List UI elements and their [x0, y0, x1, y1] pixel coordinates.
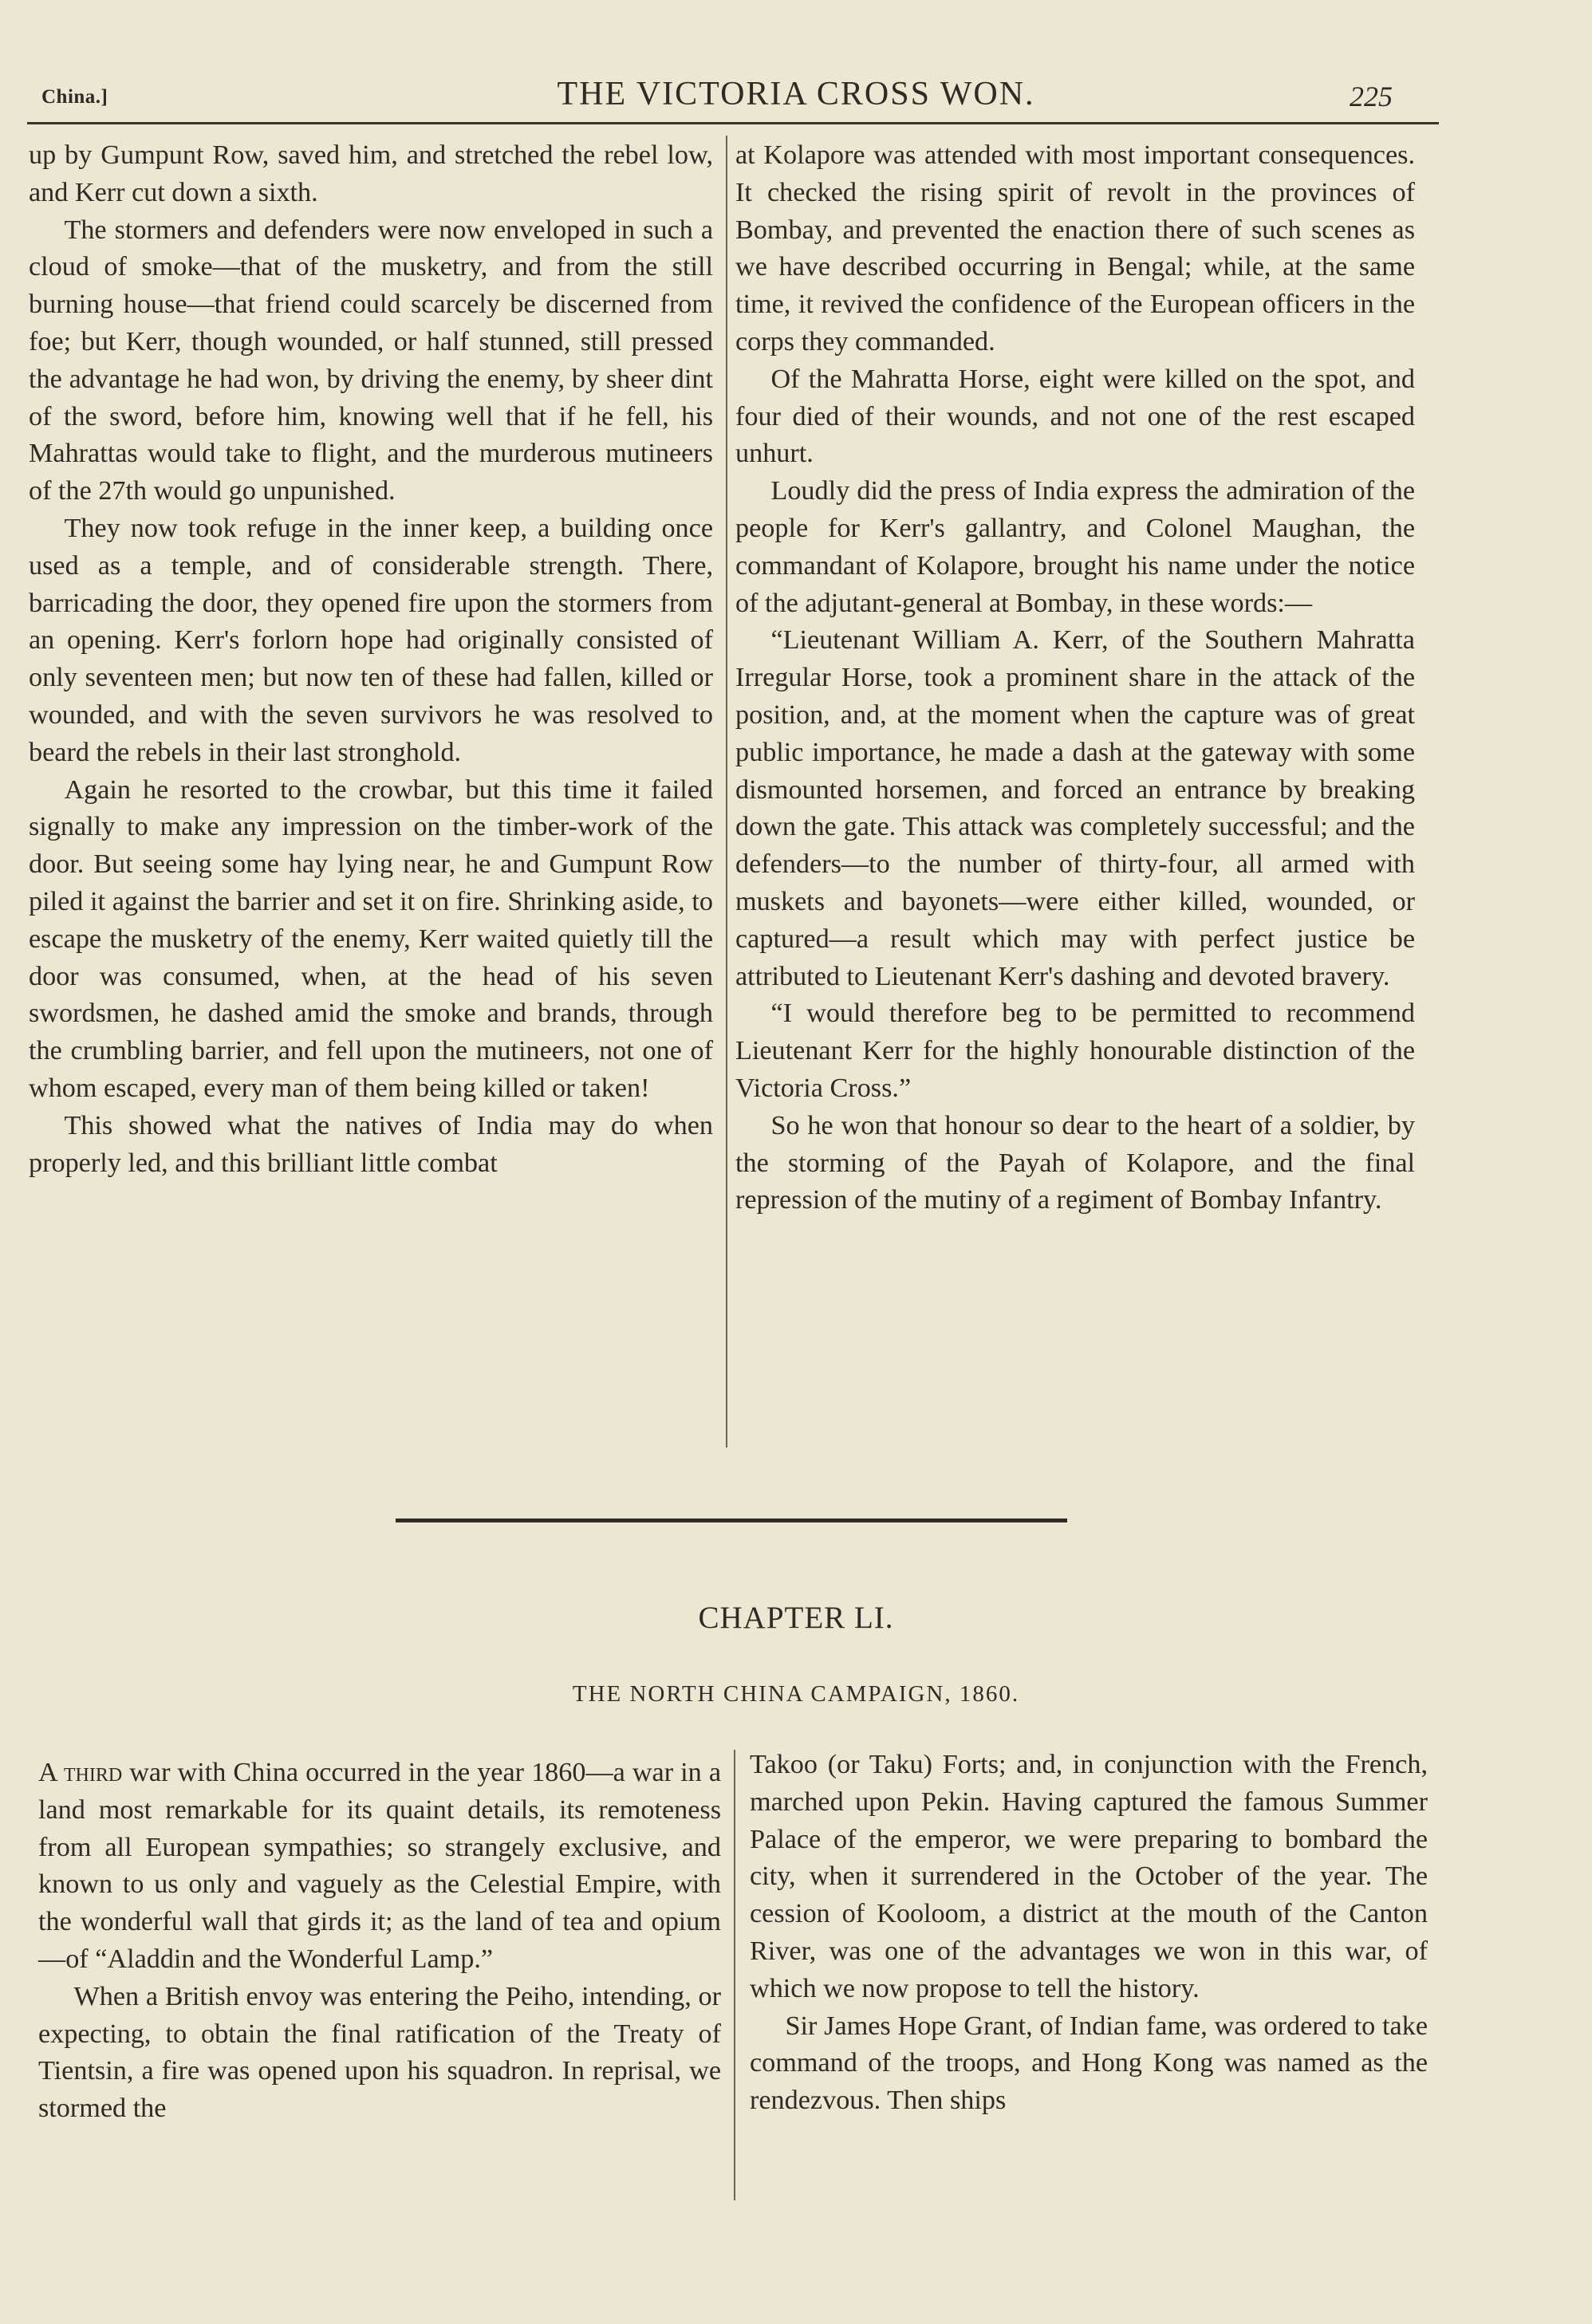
running-head-section: China.] — [41, 86, 108, 108]
paragraph: up by Gumpunt Row, saved him, and stretched the rebel low, and Kerr cut down a sixth. — [29, 140, 713, 207]
right-column — [735, 137, 1415, 1219]
header-rule — [27, 122, 1439, 124]
chapter-title: CHAPTER LI. — [698, 1601, 894, 1635]
paragraph: Loudly did the press of India express the admiration of the people for Kerr's gallantry, and Colonel Maughan, the commandant of Kolapore, brought his name under the notice of the adjutant-general at Bombay, in these words:— — [735, 476, 1415, 618]
paragraph: at Kolapore was attended with most important consequences. It checked the rising spirit of revolt in the provinces of Bombay, and prevented the enaction there of such scenes as we have described occurring in Bengal; while, at the same time, it revived the confidence of the European officers in the corps they commanded. — [735, 140, 1415, 356]
paragraph: This showed what the natives of India may do when properly led, and this brilliant little combat — [29, 1110, 713, 1178]
opening-paragraph — [38, 1755, 721, 1979]
paragraph: Of the Mahratta Horse, eight were killed on the spot, and four died of their wounds, and not one of the rest escaped unhurt. — [735, 364, 1415, 469]
running-head-title: THE VICTORIA CROSS WON. — [557, 76, 1035, 112]
column-divider — [734, 1750, 735, 2200]
chapter-right-column — [750, 1747, 1428, 2120]
chapter-left-column — [38, 1755, 721, 2128]
left-column — [29, 137, 713, 1182]
paragraph: “Lieutenant William A. Kerr, of the Southern Mahratta Irregular Horse, took a prominent share in the attack of the position, and, at the moment when the capture was of great public importance, he made a dash at the gateway with some dismounted horsemen, and forced an entrance by breaking down the gate. This attack was completely successful; and the defenders—to the number of thirty-four, all armed with muskets and bayonets—were either killed, wounded, or captured—a result which may with perfect justice be attributed to Lieutenant Kerr's dashing and devoted bravery. — [735, 625, 1415, 991]
paragraph: Takoo (or Taku) Forts; and, in conjunction with the French, marched upon Pekin. Having captured the famous Summer Palace of the emperor, we were preparing to bombard the city, when it surrendered in the October of the year. The cession of Kooloom, a district at the mouth of the Canton River, was one of the advantages we won in this war, of which we now propose to tell the history. — [750, 1750, 1428, 2003]
paragraph: When a British envoy was entering the Peiho, intending, or expecting, to obtain the final ratification of the Treaty of Tientsin, a fire was opened upon his squadron. In reprisal, we stormed the — [38, 1981, 721, 2124]
section-rule — [396, 1518, 1067, 1522]
paragraph: Sir James Hope Grant, of Indian fame, was ordered to take command of the troops, and Hong Kong was named as the rendezvous. Then ships — [750, 2011, 1428, 2116]
chapter-subtitle: THE NORTH CHINA CAMPAIGN, 1860. — [572, 1681, 1020, 1707]
paragraph: So he won that honour so dear to the heart of a soldier, by the storming of the Payah of Kolapore, and the final repression of the mutiny of a regiment of Bombay Infantry. — [735, 1110, 1415, 1215]
column-divider — [726, 136, 727, 1448]
lead-in-caps: A third — [38, 1758, 123, 1787]
lead-in-text: war with China occurred in the year 1860—a war in a land most remarkable for its quaint details, its remoteness from all European sympathies; so strangely exclusive, and known to us only and vaguely as the Celestial Empire, with the wonderful wall that girds it; as the land of tea and opium—of “Aladdin and the Wonderful Lamp.” — [38, 1758, 721, 1974]
page-number: 225 — [1350, 81, 1393, 112]
paragraph: Again he resorted to the crowbar, but this time it failed signally to make any impression on the timber-work of the door. But seeing some hay lying near, he and Gumpunt Row piled it against the barrier and set it on fire. Shrinking aside, to escape the musketry of the enemy, Kerr waited quietly till the door was consumed, when, at the head of his seven swordsmen, he dashed amid the smoke and brands, through the crumbling barrier, and fell upon the mutineers, not one of whom escaped, every man of them being killed or taken! — [29, 774, 713, 1103]
paragraph: They now took refuge in the inner keep, a building once used as a temple, and of considerable strength. There, barricading the door, they opened fire upon the stormers from an opening. Kerr's forlorn hope had originally consisted of only seventeen men; but now ten of these had fallen, killed or wounded, and with the seven survivors he was resolved to beard the rebels in their last stronghold. — [29, 513, 713, 767]
paragraph: The stormers and defenders were now enveloped in such a cloud of smoke—that of the musketry, and from the still burning house—that friend could scarcely be discerned from foe; but Kerr, though wounded, or half stunned, still pressed the advantage he had won, by driving the enemy, by sheer dint of the sword, before him, knowing well that if he fell, his Mahrattas would take to flight, and the murderous mutineers of the 27th would go unpunished. — [29, 215, 713, 506]
paragraph: “I would therefore beg to be permitted to recommend Lieutenant Kerr for the highly honourable distinction of the Victoria Cross.” — [735, 999, 1415, 1103]
